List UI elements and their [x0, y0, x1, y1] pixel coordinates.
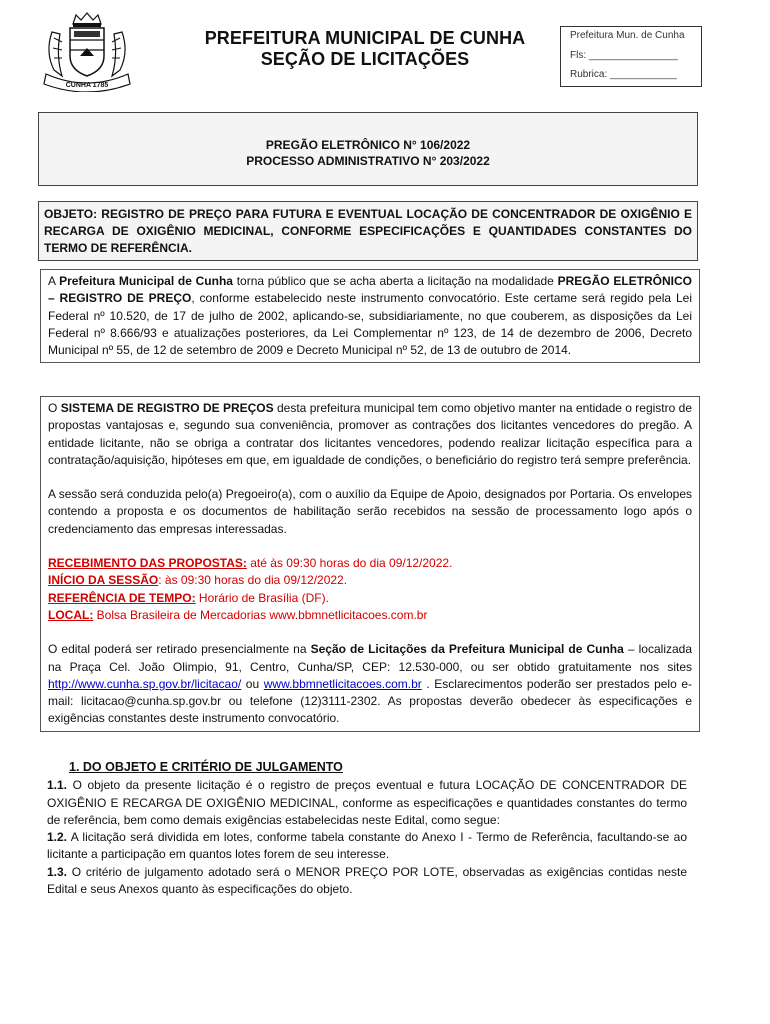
pregao-number: PREGÃO ELETRÔNICO N° 106/2022: [265, 138, 471, 152]
page-stamp-box: [560, 26, 702, 87]
intro-modalidade-bold: PREGÃO ELETRÔNICO – REGISTRO DE PREÇO: [48, 274, 692, 306]
crest-ribbon-text: CUNHA 1785: [65, 82, 109, 89]
item-number-1-2: 1.2.: [47, 830, 68, 845]
srp-paragraph: [48, 400, 692, 469]
schedule-recebimento: [48, 555, 692, 572]
municipal-coat-of-arms-icon: [40, 12, 135, 92]
section-item-1-1: [47, 777, 687, 829]
item-number-1-1: 1.1.: [47, 778, 68, 793]
processo-number: PROCESSO ADMINISTRATIVO N° 203/2022: [246, 154, 490, 168]
pregao-header-box: [38, 112, 698, 186]
bbmnet-link[interactable]: www.bbmnetlicitacoes.com.br: [263, 676, 422, 691]
edital-text-d: ou: [241, 676, 264, 691]
intro-text-a: A: [48, 274, 60, 288]
intro-text-c: torna público que se acha aberta a licitação na modalidade: [232, 274, 558, 288]
page-title: [150, 28, 580, 70]
stamp-line-1: Prefeitura Mun. de Cunha: [570, 30, 685, 41]
item-number-1-3: 1.3.: [47, 864, 68, 879]
schedule-value-inicio: : às 09:30 horas do dia 09/12/2022.: [158, 573, 348, 588]
intro-prefeitura-bold: Prefeitura Municipal de Cunha: [59, 274, 233, 288]
objeto-box: OBJETO: REGISTRO DE PREÇO PARA FUTURA E EVENTUAL LOCAÇÃO DE CONCENTRADOR DE OXIGÊNIO E RECARGA DE OXIGÊNIO MEDICINAL, CONFORME ESPECIFICAÇÕES E QUANTIDADES CONSTANTES DO TERMO DE REFERÊNCIA.: [38, 201, 698, 261]
stamp-fls-line: Fls: ________________: [570, 50, 678, 61]
edital-text-c: – localizada na Praça Cel. João Olimpio, 91, Centro, Cunha/SP, CEP: 12.530-000, ou ser obtido gratuitamente nos sites: [48, 642, 692, 674]
srp-bold: SISTEMA DE REGISTRO DE PREÇOS: [60, 401, 274, 415]
edital-secao-bold: Seção de Licitações da Prefeitura Municipal de Cunha: [310, 642, 624, 657]
item-text-1-1: O objeto da presente licitação é o registro de preços eventual e futura LOCAÇÃO DE CONCENTRADOR DE OXIGÊNIO E RECARGA DE OXIGÊNIO MEDICINAL, conforme as especificações e quantidades constantes do termo de referência, bem como demais exigências estabelecidas neste Edital, como segue:: [47, 778, 687, 827]
edital-text-e: . Esclarecimentos poderão ser prestados pelo e-mail: licitacao@cunha.sp.gov.br ou telefone (12)3111-2302. As propostas deverão obedecer às especificações e exigências constantes deste instrumento convocatório.: [48, 676, 693, 726]
schedule-value-referencia: Horário de Brasília (DF).: [195, 590, 329, 605]
header-line-1: PREFEITURA MUNICIPAL DE CUNHA: [204, 28, 526, 48]
schedule-value-local: Bolsa Brasileira de Mercadorias www.bbmnetlicitacoes.com.br: [93, 607, 428, 622]
item-text-1-3: O critério de julgamento adotado será o MENOR PREÇO POR LOTE, observadas as exigências contidas neste Edital e seus Anexos quanto às especificações do objeto.: [47, 864, 687, 897]
stamp-rubrica-line: Rubrica: ____________: [570, 69, 677, 80]
schedule-label-recebimento: RECEBIMENTO DAS PROPOSTAS:: [48, 556, 247, 571]
srp-text-c: desta prefeitura municipal tem como objetivo manter na entidade o registro de propostas vantajosas e, segundo sua conveniência, promover as contrações dos licitantes vencedores do pregão. A entidade licitante, não se obriga a contratar dos licitantes vencedores, podendo realizar licitação específica para a contratação/aquisição, hipóteses em que, em igualdade de condições, o beneficiário do registro terá sempre preferência.: [48, 401, 693, 467]
intro-paragraph-box: [40, 269, 700, 363]
section-item-1-2: [47, 829, 687, 864]
edital-paragraph: [48, 641, 692, 727]
schedule-local: [48, 607, 692, 624]
sessao-paragraph: A sessão será conduzida pelo(a) Pregoeiro(a), com o auxílio da Equipe de Apoio, designados por Portaria. Os envelopes contendo a proposta e os documentos de habilitação serão recebidos na sessão de processamento logo após o credenciamento das empresas interessadas.: [48, 487, 692, 536]
section-1-title: 1. DO OBJETO E CRITÉRIO DE JULGAMENTO: [69, 760, 343, 774]
srp-text-a: O: [48, 401, 61, 415]
edital-text-a: O edital poderá ser retirado presencialmente na: [48, 642, 311, 657]
section-1: [47, 759, 687, 898]
header-line-2: SEÇÃO DE LICITAÇÕES: [260, 49, 470, 69]
intro-text-d: , conforme estabelecido neste instrumento convocatório. Este certame será regido pela Lei Federal nº 10.520, de 17 de julho de 2002, aplicando-se, subsidiariamente, no que couberem, as disposições da Lei Federal nº 8.666/93 e atualizações posteriores, da Lei Complementar nº 123, de 14 de dezembro de 2006, Decreto Municipal nº 55, de 12 de setembro de 2009 e Decreto Municipal nº 52, de 13 de outubro de 2014.: [48, 291, 692, 358]
schedule-value-recebimento: até às 09:30 horas do dia 09/12/2022.: [246, 556, 453, 571]
section-item-1-3: [47, 864, 687, 899]
schedule-referencia: [48, 590, 692, 607]
schedule-label-referencia: REFERÊNCIA DE TEMPO:: [48, 590, 196, 605]
schedule-label-local: LOCAL:: [48, 607, 94, 622]
schedule-label-inicio: INÍCIO DA SESSÃO: [48, 573, 159, 588]
main-info-box: [40, 396, 700, 732]
cunha-licitacao-link[interactable]: http://www.cunha.sp.gov.br/licitacao/: [48, 676, 242, 691]
schedule-inicio: [48, 572, 692, 589]
item-text-1-2: A licitação será dividida em lotes, conforme tabela constante do Anexo I - Termo de Referência, facultando-se ao licitante a participação em quantos lotes forem de seu interesse.: [47, 830, 687, 862]
